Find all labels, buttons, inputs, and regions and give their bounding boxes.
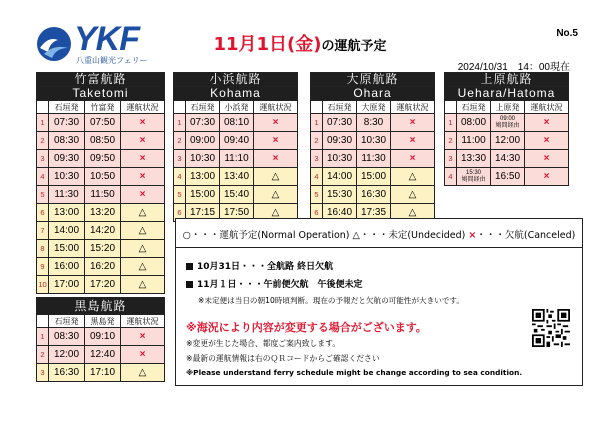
index-header [37, 101, 49, 114]
column-header: 黒島発 [85, 315, 121, 328]
route-name-en: Kohama [174, 87, 298, 101]
departure-time: 07:30 [49, 114, 85, 132]
title-date: 11月1日(金) [213, 34, 322, 55]
route-name-en: Ohara [311, 87, 435, 101]
return-time: 17:10 [85, 364, 121, 382]
return-time: 12:40 [85, 346, 121, 364]
departure-time: 15:00 [49, 240, 85, 258]
table-row [311, 186, 435, 204]
kohama-route-table [173, 72, 298, 222]
status-undecided: △ [121, 240, 165, 258]
status-canceled: × [525, 114, 569, 132]
status-canceled: × [121, 114, 165, 132]
table-row [445, 168, 569, 186]
status-undecided: △ [254, 186, 298, 204]
return-time: 08:10 [220, 114, 254, 132]
return-time: 12:00 [491, 132, 525, 150]
route-name-jp: 竹富航路 [37, 73, 165, 87]
departure-time: 10:30 [323, 150, 357, 168]
notice-nov1-text: 11月１日・・・午前便欠航 午後便未定 [197, 280, 363, 290]
table-row [174, 150, 298, 168]
return-time: 10:50 [85, 168, 121, 186]
row-index: 4 [37, 168, 49, 186]
status-undecided: △ [391, 204, 435, 222]
status-undecided: △ [391, 186, 435, 204]
row-index: 3 [37, 150, 49, 168]
legend-canceled-mark: × [468, 230, 477, 241]
return-time: 16:50 [491, 168, 525, 186]
page-title [0, 30, 600, 56]
row-index: 3 [174, 150, 186, 168]
table-row [311, 132, 435, 150]
column-header: 竹富発 [85, 101, 121, 114]
table-row [174, 186, 298, 204]
table-row [311, 114, 435, 132]
column-header: 小浜発 [220, 101, 254, 114]
status-canceled: × [391, 132, 435, 150]
status-undecided: △ [121, 364, 165, 382]
legend-text-a: ○・・・運航予定(Normal Operation) △・・・未定(Undecided) [182, 230, 469, 241]
brand-name: YKF [74, 20, 139, 58]
departure-time: 09:30 [49, 150, 85, 168]
status-legend [176, 227, 582, 241]
row-index: 6 [174, 204, 186, 222]
status-canceled: × [525, 150, 569, 168]
update-datetime: 2024/10/31 14：00現在 [457, 62, 570, 73]
row-index: 2 [445, 132, 457, 150]
departure-time: 11:00 [457, 132, 491, 150]
departure-time: 13:00 [186, 168, 220, 186]
status-canceled: × [121, 328, 165, 346]
brand-subtitle: 八重山観光フェリー [76, 56, 148, 65]
legend-text-b: ・・・欠航(Canceled) [476, 230, 576, 241]
table-row [37, 346, 165, 364]
index-header [311, 101, 323, 114]
departure-time: 17:15 [186, 204, 220, 222]
return-time: 09:10 [85, 328, 121, 346]
row-index: 2 [37, 346, 49, 364]
table-row [37, 240, 165, 258]
status-undecided: △ [121, 222, 165, 240]
table-row [311, 168, 435, 186]
row-index: 9 [37, 258, 49, 276]
status-canceled: × [525, 168, 569, 186]
row-index: 2 [311, 132, 323, 150]
index-header [445, 101, 457, 114]
row-index: 10 [37, 276, 49, 294]
undecided-note: ※未定便は当日の朝10時頃判断。現在の予報だと欠航の可能性が大きいです。 [198, 296, 465, 305]
return-time: 15:00 [357, 168, 391, 186]
departure-time: 10:30 [186, 150, 220, 168]
notice-nov1 [186, 277, 363, 290]
status-canceled: × [391, 114, 435, 132]
departure-time: 15:30 [323, 186, 357, 204]
departure-time: 14:00 [49, 222, 85, 240]
via-note: 鳩間経由 [495, 122, 520, 129]
status-undecided: △ [121, 204, 165, 222]
english-notice: ※Please understand ferry schedule might be change according to sea condition. [186, 368, 523, 377]
table-row [174, 114, 298, 132]
table-row [174, 132, 298, 150]
route-name-jp: 大原航路 [311, 73, 435, 87]
bullet-square-icon [186, 281, 193, 288]
qr-code-icon[interactable] [532, 309, 570, 347]
column-header: 石垣発 [323, 101, 357, 114]
table-row [37, 276, 165, 294]
departure-time: 15:00 [186, 186, 220, 204]
column-header: 石垣発 [186, 101, 220, 114]
departure-time: 16:40 [323, 204, 357, 222]
column-header: 石垣発 [49, 315, 85, 328]
table-row [311, 150, 435, 168]
departure-time: 16:00 [49, 258, 85, 276]
departure-time: 12:00 [49, 346, 85, 364]
table-row [37, 204, 165, 222]
status-canceled: × [121, 150, 165, 168]
title-suffix: の運航予定 [321, 39, 387, 54]
return-time: 09:00 [499, 115, 515, 122]
row-index: 1 [37, 328, 49, 346]
table-row [37, 328, 165, 346]
status-canceled: × [121, 186, 165, 204]
route-name-jp: 黒島航路 [37, 298, 165, 315]
column-header: 大原発 [357, 101, 391, 114]
status-undecided: △ [254, 168, 298, 186]
departure-time: 07:30 [186, 114, 220, 132]
row-index: 1 [445, 114, 457, 132]
return-time: 8:30 [357, 114, 391, 132]
departure-time: 10:30 [49, 168, 85, 186]
column-header: 運航状況 [121, 315, 165, 328]
return-time: 17:35 [357, 204, 391, 222]
status-canceled: × [121, 132, 165, 150]
column-header: 石垣発 [457, 101, 491, 114]
return-time: 14:20 [85, 222, 121, 240]
row-index: 3 [37, 364, 49, 382]
status-undecided: △ [121, 276, 165, 294]
row-index: 3 [311, 150, 323, 168]
row-index: 1 [311, 114, 323, 132]
table-row [37, 222, 165, 240]
status-canceled: × [121, 346, 165, 364]
status-undecided: △ [121, 258, 165, 276]
return-time: 08:50 [85, 132, 121, 150]
status-canceled: × [254, 150, 298, 168]
table-row [37, 132, 165, 150]
departure-time: 07:30 [323, 114, 357, 132]
departure-time: 13:00 [49, 204, 85, 222]
return-time: 16:20 [85, 258, 121, 276]
return-time-via-hatoma [491, 114, 525, 132]
table-row [37, 150, 165, 168]
column-header: 運航状況 [391, 101, 435, 114]
return-time: 16:30 [357, 186, 391, 204]
row-index: 4 [311, 168, 323, 186]
departure-time: 08:30 [49, 132, 85, 150]
status-canceled: × [254, 132, 298, 150]
departure-time: 11:30 [49, 186, 85, 204]
row-index: 8 [37, 240, 49, 258]
row-index: 1 [37, 114, 49, 132]
return-time: 13:20 [85, 204, 121, 222]
row-index: 4 [174, 168, 186, 186]
return-time: 09:50 [85, 150, 121, 168]
notice-oct31 [186, 259, 333, 272]
return-time: 17:20 [85, 276, 121, 294]
route-name-jp: 上原航路 [445, 73, 569, 87]
return-time: 13:40 [220, 168, 254, 186]
column-header: 石垣発 [49, 101, 85, 114]
notice-oct31-text: 10月31日・・・全航路 終日欠航 [197, 262, 334, 272]
departure-time: 14:00 [323, 168, 357, 186]
index-header [174, 101, 186, 114]
column-header: 運航状況 [525, 101, 569, 114]
status-canceled: × [391, 150, 435, 168]
return-time: 15:40 [220, 186, 254, 204]
status-undecided: △ [254, 204, 298, 222]
return-time: 17:50 [220, 204, 254, 222]
column-header: 上原発 [491, 101, 525, 114]
row-index: 6 [37, 204, 49, 222]
uehara-route-table [444, 72, 569, 186]
via-note: 鳩間経由 [461, 176, 486, 183]
qr-notice: ※最新の運航情報は右のＱＲコードからご確認ください [186, 354, 380, 363]
return-time: 11:50 [85, 186, 121, 204]
row-index: 5 [311, 186, 323, 204]
table-row [37, 258, 165, 276]
column-header: 運航状況 [254, 101, 298, 114]
table-row [37, 168, 165, 186]
page-number: No.5 [556, 28, 578, 39]
departure-time: 15:30 [465, 169, 481, 176]
divider [176, 247, 582, 248]
table-row [37, 364, 165, 382]
departure-time: 17:00 [49, 276, 85, 294]
info-box [175, 218, 583, 386]
row-index: 1 [174, 114, 186, 132]
table-row [445, 132, 569, 150]
change-notice: ※変更が生じた場合、都度ご案内致します。 [186, 339, 341, 348]
return-time: 07:50 [85, 114, 121, 132]
table-row [445, 114, 569, 132]
status-undecided: △ [391, 168, 435, 186]
ohara-route-table [310, 72, 435, 222]
table-row [174, 168, 298, 186]
departure-time: 08:30 [49, 328, 85, 346]
taketomi-route-table [36, 72, 165, 294]
return-time: 09:40 [220, 132, 254, 150]
departure-time-via-hatoma [457, 168, 491, 186]
departure-time: 16:30 [49, 364, 85, 382]
row-index: 4 [445, 168, 457, 186]
departure-time: 09:00 [186, 132, 220, 150]
route-name-en: Taketomi [37, 87, 165, 101]
return-time: 11:10 [220, 150, 254, 168]
row-index: 6 [311, 204, 323, 222]
status-canceled: × [254, 114, 298, 132]
departure-time: 13:30 [457, 150, 491, 168]
return-time: 14:30 [491, 150, 525, 168]
status-canceled: × [121, 168, 165, 186]
row-index: 5 [37, 186, 49, 204]
row-index: 7 [37, 222, 49, 240]
route-name-en: Uehara/Hatoma [445, 87, 569, 101]
return-time: 15:20 [85, 240, 121, 258]
row-index: 3 [445, 150, 457, 168]
table-row [37, 186, 165, 204]
index-header [37, 315, 49, 328]
status-canceled: × [525, 132, 569, 150]
row-index: 2 [174, 132, 186, 150]
table-row [37, 114, 165, 132]
row-index: 5 [174, 186, 186, 204]
table-row [445, 150, 569, 168]
route-name-jp: 小浜航路 [174, 73, 298, 87]
kuroshima-route-table [36, 297, 165, 382]
departure-time: 09:30 [323, 132, 357, 150]
column-header: 運航状況 [121, 101, 165, 114]
return-time: 11:30 [357, 150, 391, 168]
return-time: 10:30 [357, 132, 391, 150]
bullet-square-icon [186, 263, 193, 270]
departure-time: 08:00 [457, 114, 491, 132]
row-index: 2 [37, 132, 49, 150]
sea-condition-warning: ※海況により内容が変更する場合がございます。 [186, 321, 427, 334]
